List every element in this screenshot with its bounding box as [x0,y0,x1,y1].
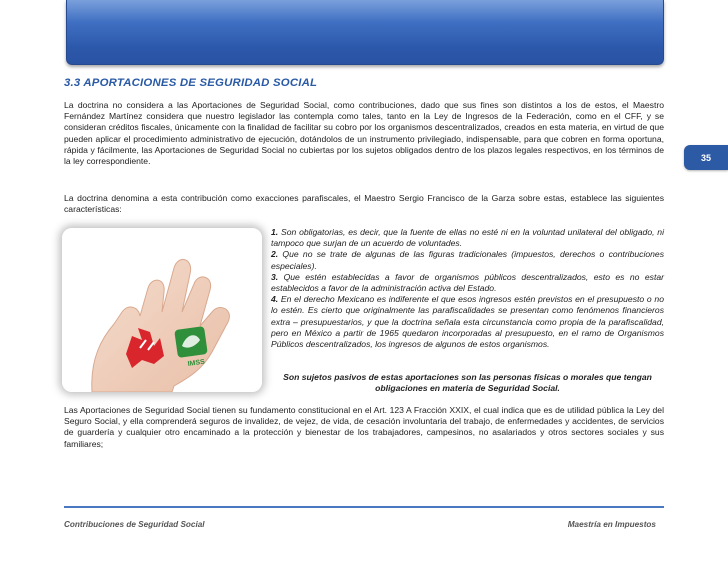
paragraph-intro: La doctrina no considera a las Aportaciones de Seguridad Social, como contribuciones, dado que sus fines son distintos a los de estos, el Maestro Fernández Martínez considera que nuestro legislador las contempla como tales, tanto en la Ley de Ingresos de la Federación, como en el CFF, y se consideran créditos fiscales, únicamente con la finalidad de facilitar su cobro por los organismos descentralizados, creados en esta materia, en virtud de que pueden aplicar el procedimiento administrativo de ejecución, dotándolos de un instrumento privilegiado, indispensable, para que cobren en forma oportuna, rápida y fácilmente, las Aportaciones de Seguridad Social no cubiertas por los sujetos obligados dentro de los plazos legales respectivos, en los términos de la ley correspondiente. [64,100,664,167]
section-title: 3.3 APORTACIONES DE SEGURIDAD SOCIAL [64,77,318,89]
hand-imss-photo [62,228,262,392]
highlight-statement: Son sujetos pasivos de estas aportaciones son las personas físicas o morales que tengan obligaciones en materia de Seguridad Social. [283,372,652,394]
hand-illustration [62,228,262,392]
list-item: 4. En el derecho Mexicano es indiferente el que esos ingresos estén previstos en el presupuesto o no lo estén. Es cierto que originalmente las parafiscalidades se presentan como fenómenos financieros extra – presupuestarios, y que la doctrina señala esta circunstancia como propia de la parafiscalidad, pero en México a partir de 1965 quedaron incorporadas al presupuesto, en el ramo de Organismos Públicos descentralizados, los ingresos de algunos de estos organismos. [271,294,664,350]
header-banner [66,0,664,65]
characteristics-list [271,227,664,350]
page-number-badge [684,145,728,170]
list-item: 3. Que estén establecidas a favor de organismos públicos descentralizados, esto es no estar establecidos a favor de la administración activa del Estado. [271,271,664,294]
list-item: 2. Que no se trate de algunas de las figuras tradicionales (impuestos, derechos o contribuciones especiales). [271,249,664,271]
paragraph-constitutional: Las Aportaciones de Seguridad Social tienen su fundamento constitucional en el Art. 123 A Fracción XXIX, el cual indica que es de utilidad pública la Ley del Seguro Social, y ella comprenderá seguros de invalidez, de vejez, de vida, de cesación involuntaria del trabajo, de enfermedades y accidentes, de servicios de guardería y cualquier otro encaminado a la protección y bienestar de los trabajadores, campesinos, no asalariados y otros sectores sociales y sus familiares; [64,405,664,449]
footer-program-title: Maestría en Impuestos [567,520,656,529]
footer-course-title: Contribuciones de Seguridad Social [64,520,205,529]
list-item: 1. Son obligatorias, es decir, que la fuente de ellas no esté ni en la voluntad unilateral del obligado, ni tampoco que surjan de un acuerdo de voluntades. [271,227,664,249]
footer-divider [64,506,664,508]
paragraph-doctrine: La doctrina denomina a esta contribución como exacciones parafiscales, el Maestro Sergio Francisco de la Garza sobre estas, establece las siguientes características: [64,193,664,215]
imss-logo-text: IMSS [187,358,206,368]
page-number: 35 [700,152,711,163]
